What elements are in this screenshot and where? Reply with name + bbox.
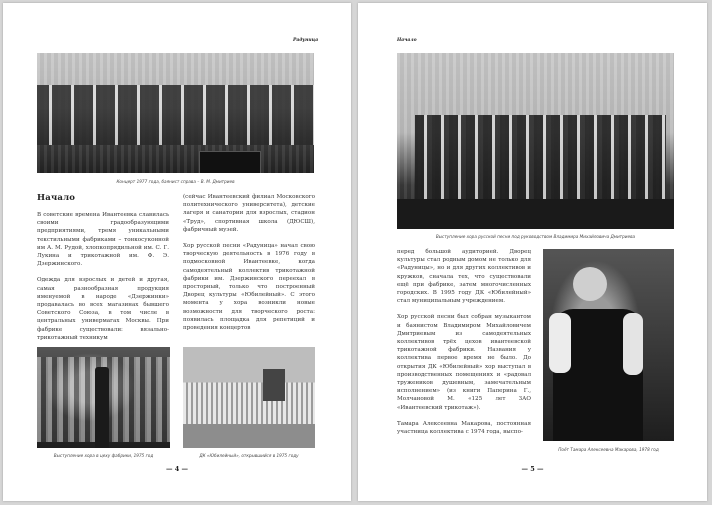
- choir-concert-photo: [37, 53, 314, 173]
- choir-stage-photo: [397, 53, 674, 229]
- side-photo-caption: Поёт Тамара Алексеевна Макарова, 1978 год: [558, 447, 659, 452]
- right-page: [358, 3, 707, 501]
- paragraph: (сейчас Ивантеевский филиал Московского политехнического университета), детские лагеря и санатории для взрослых, стадион «Труд», спортивная школа (ДЮСШ), фабричный музей.: [183, 194, 315, 233]
- text-column-1: [397, 248, 531, 444]
- page-number: — 4 —: [165, 465, 189, 473]
- paragraph: Одежда для взрослых и детей и другая, самая разнообразная продукция именуемой в народе «Дзержинки» продавалась во всех магазинах бывшего Советского Союза, в том числе в центральных универмагах Москвы. При фабрике существовали: вязально-трикотажный техникум: [37, 277, 169, 341]
- factory-performance-photo: [37, 347, 170, 448]
- soloist-photo: [543, 249, 674, 441]
- section-title: Начало: [37, 193, 76, 203]
- paragraph: перед большой аудиторией. Дворец культуры стал родным домом не только для «Радуницы», но и для других коллективов и кружков, сначала тех, что существовали ещё при фабрике, затем многочисленных городских. В 1995 году ДК «Юбилейный» стал муниципальным учреждением.: [397, 249, 531, 305]
- paragraph: В советские времена Ивантеевка славилась своими градообразующими предприятиями, тремя уникальными текстильными фабриками – тонкосуконной им А. М. Рудой, хлопкопрядильной им. С. Г. Лукина и трикотажной им. Ф. Э. Дзержинского.: [37, 212, 169, 268]
- running-head: Радуница: [293, 38, 319, 43]
- left-page: [3, 3, 351, 501]
- paragraph: Тамара Алексеевна Макарова, постоянная участница коллектива с 1974 года, выcпо-: [397, 420, 531, 436]
- page-number: — 5 —: [521, 465, 544, 473]
- text-column-1: [37, 211, 169, 350]
- text-column-2: [183, 193, 315, 340]
- bottom-right-caption: ДК «Юбилейный», открывшийся в 1975 году: [199, 453, 299, 458]
- bottom-left-caption: Выступление хора в цеху фабрики, 1975 год: [53, 453, 154, 458]
- top-photo-caption: Концерт 1977 года, баянист справа – В. М. Дмитриев: [116, 179, 235, 184]
- palace-of-culture-photo: [183, 347, 315, 448]
- paragraph: Хор русской песни был собран музыкантом и баянистом Владимиром Михайловичем Дмитриевым из самодеятельных коллективов трёх цехов ивантеевской трикотажной фабрики. Названия у коллектива первое время не было. До открытия ДК «Юбилейный» хор выступал в производственных помещениях и «радовал тружеников душевным, замечательным исполнением» (из книги Паперина Г., Молчановой М. «125 лет ЗАО «Ивантеевский трикотаж»).: [397, 314, 531, 411]
- top-photo-caption: Выступление хора русской песни под руководством Владимира Михайловича Дмитриева: [435, 234, 636, 239]
- running-head: Начало: [397, 38, 417, 43]
- paragraph: Хор русской песни «Радуница» начал свою творческую деятельность в 1976 году в подмосковной Ивантеевке, когда самодеятельный коллектив трикотажной фабрики им. Дзержинского переехал в просторный, только что построенный Дворец культуры «Юбилейный». С этого момента у хора возникли новые возможности для творческого роста: появилась площадка для репетиций и проведения концертов: [183, 243, 315, 332]
